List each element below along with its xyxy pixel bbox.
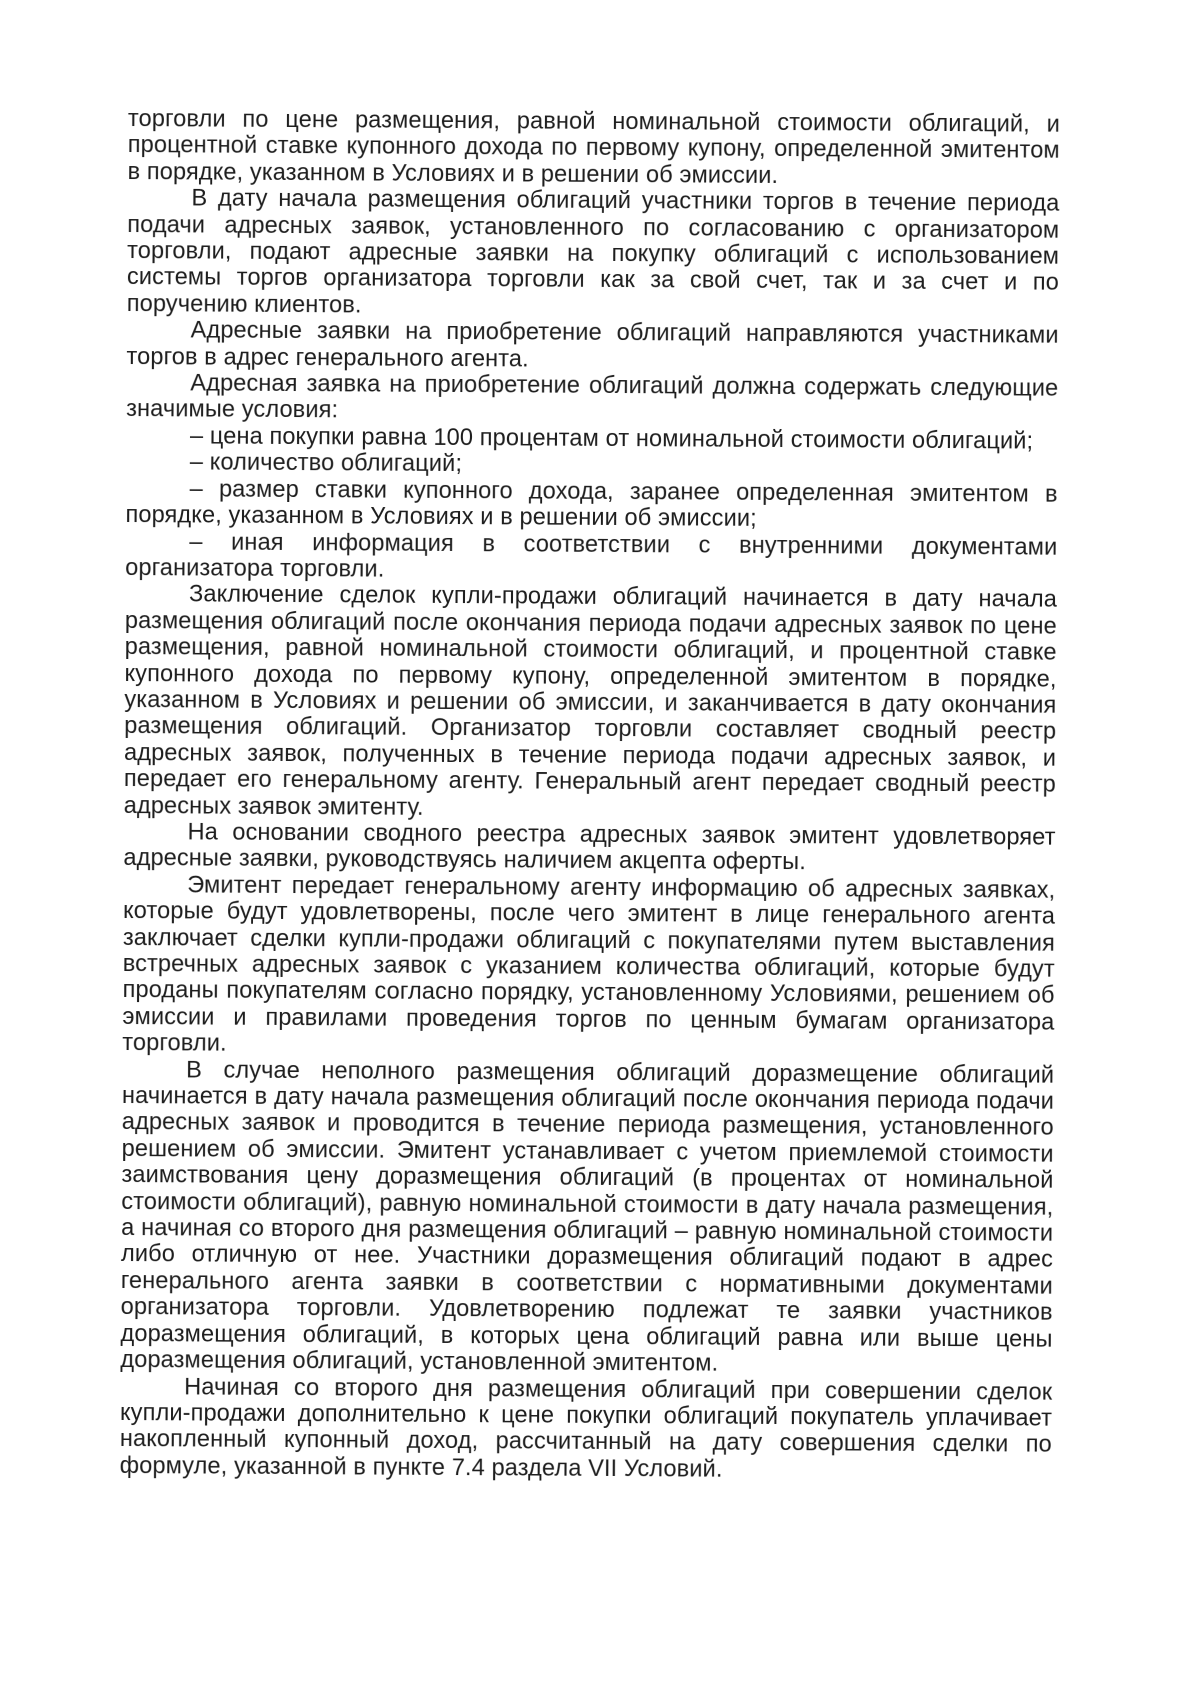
paragraph-1: торговли по цене размещения, равной номинальной стоимости облигаций, и процентной ставке купонного дохода по первому купону, определенной эмитентом в порядке, указанном в Условиях и в решении об эмиссии. (127, 106, 1060, 189)
paragraph-7: Эмитент передает генеральному агенту информацию об адресных заявках, которые будут удовлетворены, после чего эмитент в лице генерального агента заключает сделки купли-продажи облигаций с покупателями путем выставления встречных адресных заявок с указанием количества облигаций, которые будут проданы покупателям согласно порядку, установленному Условиями, решением об эмиссии и правилами проведения торгов по ценным бумагам организатора торговли. (122, 872, 1056, 1057)
list-item-price: – цена покупки равна 100 процентам от номинальной стоимости облигаций; (189, 423, 1034, 455)
paragraph-8: В случае неполного размещения облигаций доразмещение облигаций начинается в дату начала размещения облигаций после окончания периода подачи адресных заявок и проводится в течение периода размещения, установленного решением об эмиссии. Эмитент устанавливает с учетом приемлемой стоимости заимствования цену доразмещения облигаций (в процентах от номинальной стоимости облигаций), равную номинальной стоимости в дату начала размещения, а начиная со второго дня размещения облигаций – равную номинальной стоимости либо отличную от нее. Участники доразмещения облигаций подают в адрес генерального агента заявки в соответствии с нормативными документами организатора торговли. Удовлетворению подлежат те заявки участников доразмещения облигаций, в которых цена облигаций равна или выше цены доразмещения облигаций, установленной эмитентом. (120, 1056, 1055, 1377)
paragraph-4: Адресная заявка на приобретение облигаций должна содержать следующие значимые условия: (126, 370, 1059, 424)
paragraph-6: На основании сводного реестра адресных заявок эмитент удовлетворяет адресные заявки, руководствуясь наличием акцепта оферты. (123, 819, 1056, 876)
paragraph-2: В дату начала размещения облигаций участники торгов в течение периода подачи адресных заявок, установленного по согласованию с организатором торговли, подают адресные заявки на покупку облигаций с использованием системы торгов организатора торговли как за свой счет, так и за счет и по поручению клиентов. (126, 185, 1060, 319)
paragraph-5: Заключение сделок купли-продажи облигаций начинается в дату начала размещения облигаций после окончания периода подачи адресных заявок по цене размещения, равной номинальной стоимости облигаций, и процентной ставке купонного дохода по первому купону, определенной эмитентом в порядке, указанном в Условиях и решении об эмиссии, и заканчивается в дату окончания размещения облигаций. Организатор торговли составляет сводный реестр адресных заявок, полученных в течение периода подачи адресных заявок, и передает его генеральному агенту. Генеральный агент передает сводный реестр адресных заявок эмитенту. (123, 581, 1058, 821)
paragraph-3: Адресные заявки на приобретение облигаций направляются участниками торгов в адрес генерального агента. (126, 317, 1059, 373)
paragraph-9: Начиная со второго дня размещения облигаций при совершении сделок купли-продажи дополнительно к цене покупки облигаций покупатель уплачивает накопленный купонный доход, рассчитанный на дату совершения сделки по формуле, указанной в пункте 7.4 раздела VII Условий. (119, 1373, 1053, 1483)
list-item-quantity: – количество облигаций; (189, 449, 463, 478)
document-page (120, 106, 1060, 1485)
list-item-coupon-rate: – размер ставки купонного дохода, заранее определенная эмитентом в порядке, указанном в Условиях и в решении об эмиссии; (125, 476, 1058, 532)
list-item-other-info: – иная информация в соответствии с внутренними документами организатора торговли. (125, 528, 1058, 583)
